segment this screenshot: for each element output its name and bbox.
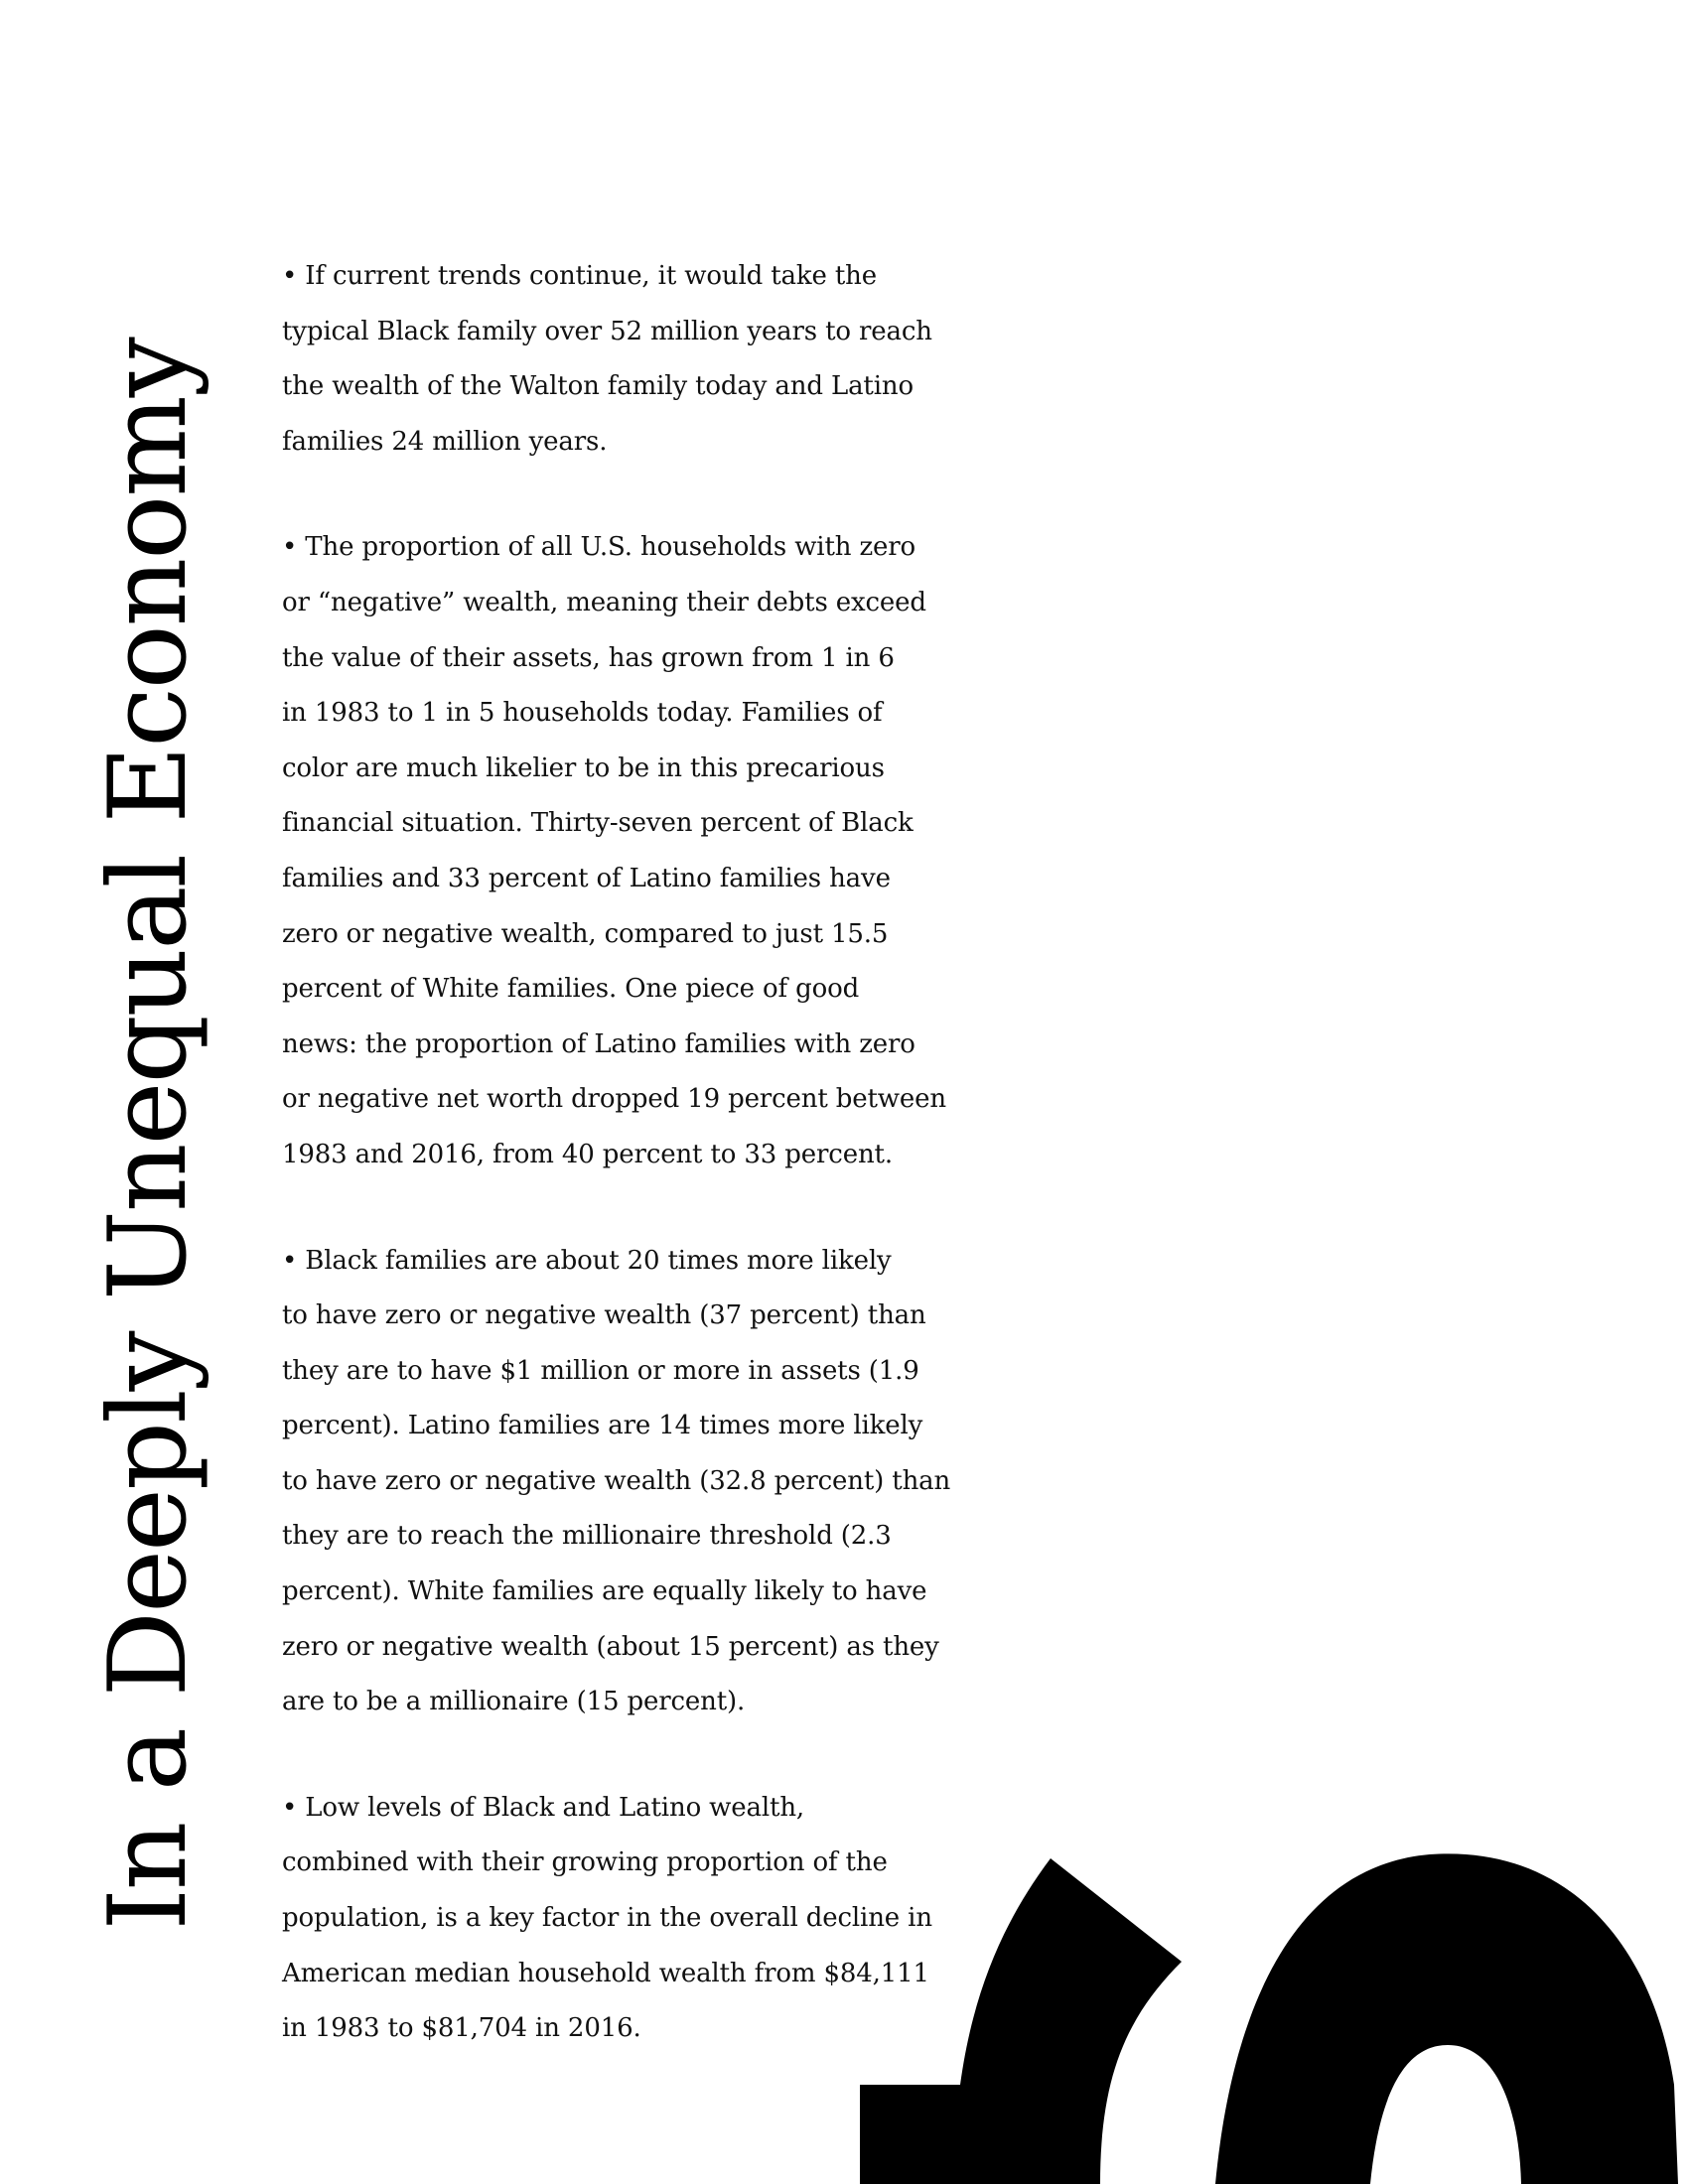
- text-line: financial situation. Thirty-seven percent of Black: [282, 808, 914, 839]
- text-line: the wealth of the Walton family today and Latino: [282, 371, 914, 402]
- text-line: or “negative” wealth, meaning their debts exceed: [282, 587, 926, 617]
- quote-comma-left: [953, 1858, 1182, 2184]
- bullet-item: [282, 249, 977, 470]
- text-line: percent). White families are equally likely to have: [282, 1576, 927, 1607]
- text-line: • The proportion of all U.S. households with zero: [282, 532, 916, 563]
- bullet-item: [282, 1781, 977, 2057]
- text-line: in 1983 to $81,704 in 2016.: [282, 2013, 641, 2044]
- page-title: [79, 276, 218, 1993]
- text-line: to have zero or negative wealth (32.8 percent) than: [282, 1465, 951, 1496]
- text-line: typical Black family over 52 million years to reach: [282, 316, 932, 346]
- text-line: families and 33 percent of Latino families have: [282, 863, 891, 893]
- text-line: or negative net worth dropped 19 percent between: [282, 1084, 946, 1115]
- text-line: 1983 and 2016, from 40 percent to 33 percent.: [282, 1139, 893, 1169]
- bullet-item: [282, 520, 977, 1182]
- text-line: families 24 million years.: [282, 426, 608, 457]
- text-line: American median household wealth from $84,111: [282, 1958, 929, 1988]
- text-line: percent). Latino families are 14 times more likely: [282, 1411, 923, 1441]
- text-line: zero or negative wealth, compared to just 15.5: [282, 918, 889, 949]
- text-line: color are much likelier to be in this precarious: [282, 752, 885, 783]
- text-line: • Black families are about 20 times more likely: [282, 1245, 892, 1276]
- text-line: zero or negative wealth (about 15 percent) as they: [282, 1631, 939, 1662]
- page-title-text: In a Deeply Unequal Economy: [86, 339, 211, 1931]
- text-line: news: the proportion of Latino families with zero: [282, 1028, 915, 1059]
- text-line: population, is a key factor in the overall decline in: [282, 1903, 932, 1934]
- text-line: in 1983 to 1 in 5 households today. Families of: [282, 698, 883, 729]
- text-line: are to be a millionaire (15 percent).: [282, 1687, 746, 1717]
- text-line: they are to reach the millionaire threshold (2.3: [282, 1521, 892, 1552]
- text-line: • If current trends continue, it would take the: [282, 261, 877, 291]
- text-line: to have zero or negative wealth (37 percent) than: [282, 1300, 926, 1331]
- text-line: • Low levels of Black and Latino wealth,: [282, 1792, 805, 1823]
- text-line: they are to have $1 million or more in assets (1.9: [282, 1355, 919, 1386]
- text-line: the value of their assets, has grown from 1 in 6: [282, 642, 895, 673]
- bullet-item: [282, 1234, 977, 1730]
- quote-bowl-right: [1215, 1853, 1678, 2184]
- text-line: combined with their growing proportion of the: [282, 1847, 888, 1878]
- text-line: percent of White families. One piece of good: [282, 974, 860, 1005]
- bullet-list: [282, 249, 977, 2108]
